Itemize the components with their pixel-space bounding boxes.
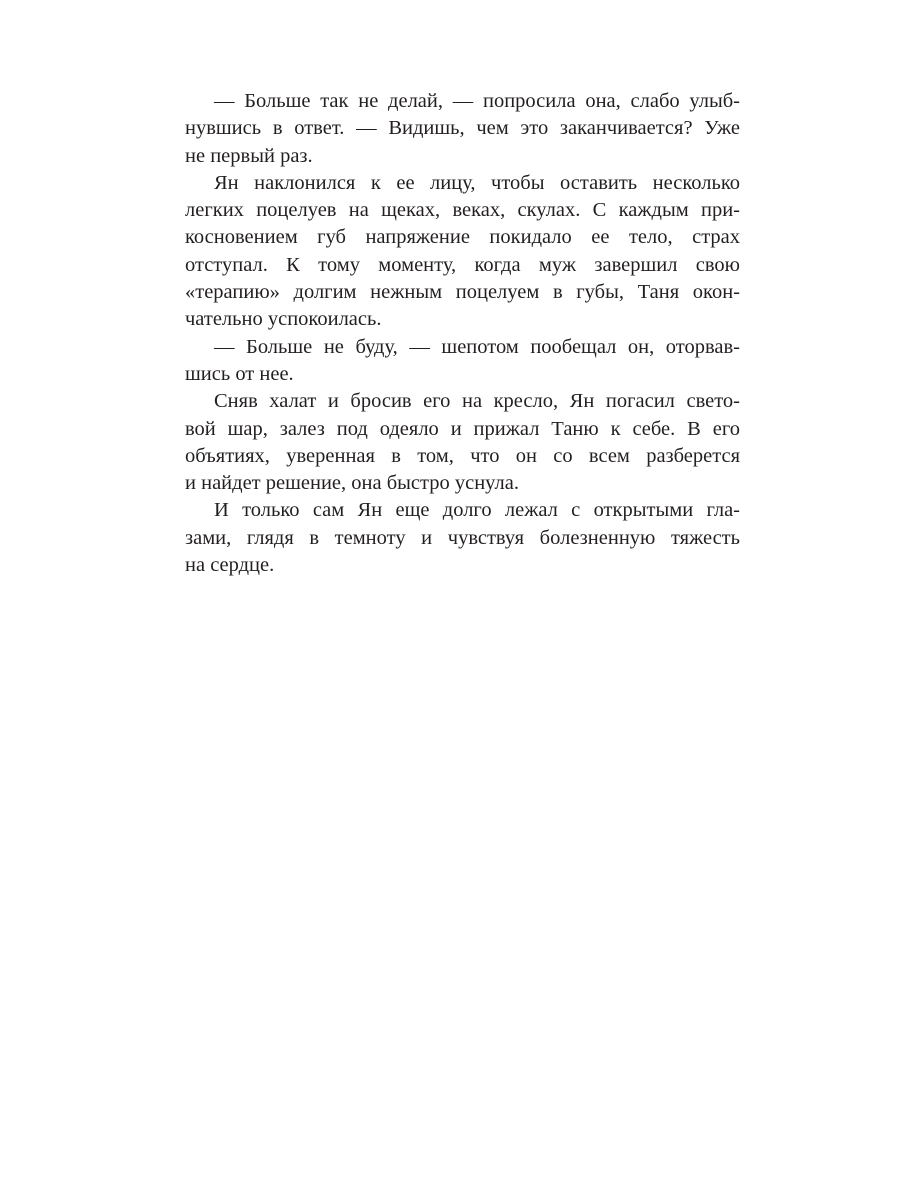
paragraph: [185, 388, 740, 497]
paragraph: [185, 170, 740, 334]
text-line: не первый раз.: [185, 144, 313, 167]
text-line: вой шар, залез под одеяло и прижал Таню к себе. В его: [185, 417, 740, 440]
text-line: зами, глядя в темноту и чувствуя болезненную тяжесть: [185, 526, 740, 549]
text-line: чательно успокоилась.: [185, 308, 382, 331]
text-line: на сердце.: [185, 554, 275, 577]
text-line: и найдет решение, она быстро уснула.: [185, 472, 519, 495]
paragraph: [185, 88, 740, 170]
text-line: И только сам Ян еще долго лежал с открытыми гла-: [214, 499, 740, 522]
text-line: Сняв халат и бросив его на кресло, Ян погасил свето-: [214, 390, 740, 413]
body-text: [185, 88, 740, 579]
text-line: шись от нее.: [185, 362, 294, 385]
text-line: — Больше не буду, — шепотом пообещал он, оторвав-: [214, 335, 740, 358]
text-line: — Больше так не делай, — попросила она, слабо улыб-: [214, 90, 740, 112]
text-line: нувшись в ответ. — Видишь, чем это заканчивается? Уже: [185, 117, 740, 140]
text-line: легких поцелуев на щеках, веках, скулах. С каждым при-: [185, 199, 740, 222]
text-line: отступал. К тому моменту, когда муж завершил свою: [185, 253, 740, 276]
paragraph: [185, 334, 740, 389]
text-line: Ян наклонился к ее лицу, чтобы оставить несколько: [214, 171, 740, 194]
text-line: объятиях, уверенная в том, что он со всем разберется: [185, 444, 740, 467]
paragraph: [185, 497, 740, 579]
text-line: косновением губ напряжение покидало ее тело, страх: [185, 226, 740, 249]
text-line: «терапию» долгим нежным поцелуем в губы, Таня окон-: [185, 281, 740, 304]
